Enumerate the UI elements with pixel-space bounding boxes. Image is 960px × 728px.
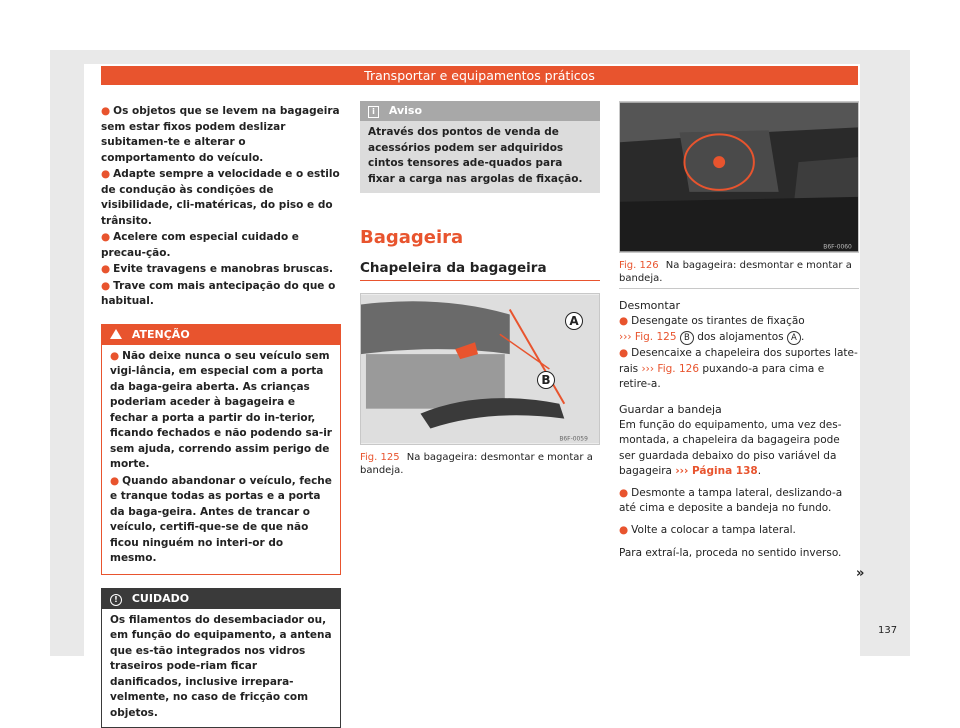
guardar-text: Em função do equipamento, uma vez des-montada, a chapeleira da bagageira pode ser guardada debaixo do piso variável da bagageira [619,419,842,478]
list-item [110,474,332,567]
list-item-text: Os objetos que se levem na bagageira sem estar fixos podem deslizar subitamen-te e alterar o comportamento do veículo. [101,105,340,164]
page-link[interactable]: ››› Página 138 [675,465,757,477]
list-item-text: Adapte sempre a velocidade e o estilo de condução às condições de visibilidade, cli-matéricas, do piso e do trânsito. [101,168,340,227]
caption-rule [619,288,859,289]
column-right [619,101,859,563]
warning-title: ATENÇÃO [132,328,190,341]
subsection-title: Chapeleira da bagageira [360,259,600,277]
label-b: B [537,371,555,389]
list-item [110,349,332,473]
list-item [101,104,341,166]
figure-code: B6F-0060 [823,243,852,250]
warning-header [102,325,340,345]
list-item-text: Acelere com especial cuidado e precau-ção. [101,231,299,259]
step-text: Desmonte a tampa lateral, deslizando-a até cima e deposite a bandeja no fundo. [619,487,842,515]
warning-box [101,324,341,575]
step-text: Desencaixe a chapeleira dos suportes late-rais [619,347,858,375]
column-left [101,104,341,728]
figure-126 [619,101,859,253]
notice-header [360,101,600,121]
figure-125 [360,293,600,445]
column-middle [360,101,600,477]
notice-body: Através dos pontos de venda de acessórios podem ser adquiridos cintos tensores ade-quados para fixar a carga nas argolas de fixação. [360,121,600,193]
desmontar-step-1: ● Desengate os tirantes de fixação ››› Fig. 125 B dos alojamentos A . [619,314,859,345]
bullet-dot: ● [619,315,628,327]
caution-box [101,588,341,728]
figure-126-caption [619,259,859,285]
bullet-dot: ● [619,524,628,536]
list-item-text: Quando abandonar o veículo, feche e tranque todas as portas e a porta da baga-geira. Antes de trancar o veículo, certifi-que-se de que não ficou ninguém no interi-or do mesmo. [110,475,332,565]
notice-title: Aviso [389,104,422,117]
warning-triangle-icon [110,329,122,339]
list-item [101,230,341,261]
desmontar-heading: Desmontar [619,297,859,314]
page-header: Transportar e equipamentos práticos [101,66,858,85]
list-item-text: Trave com mais antecipação do que o habitual. [101,280,335,308]
section-title: Bagageira [360,227,600,249]
caution-body: Os filamentos do desembaciador ou, em função do equipamento, a antena que es-tão integrados nos vidros traseiros pode-riam ficar danificados, inclusive irrepara-velmente, no caso de fricção com objetos. [102,609,340,728]
bullet-dot: ● [101,231,110,243]
figure-number: Fig. 125 [360,452,400,463]
list-item [101,167,341,229]
notice-box [360,101,600,193]
subsection-rule [360,280,600,281]
list-item-text: Não deixe nunca o seu veículo sem vigi-lância, em especial com a porta da baga-geira aberta. As crianças poderiam aceder à bagageira e fechar a porta a partir do in-terior, ficando fechados e não podendo sa-ir sem ajuda, correndo assim perigo de morte. [110,350,332,471]
bullet-dot: ● [101,168,110,180]
continue-marker: » [856,566,864,581]
guardar-step-1 [619,486,859,517]
caution-title: CUIDADO [132,592,189,605]
figure-caption-text: Na bagageira: desmontar e montar a bandeja. [619,260,852,284]
step-text: dos alojamentos [697,331,783,343]
bullet-dot: ● [619,347,628,359]
label-a-tag: A [787,331,801,345]
guardar-heading: Guardar a bandeja [619,401,859,418]
trunk-interior-image [620,102,858,252]
bullet-dot: ● [101,263,110,275]
info-icon: i [368,106,379,118]
list-item-text: Evite travagens e manobras bruscas. [113,263,333,275]
guardar-paragraph: Em função do equipamento, uma vez des-montada, a chapeleira da bagageira pode ser guardada debaixo do piso variável da bagageira ››› Página 138. [619,418,859,480]
figure-link[interactable]: ››› Fig. 126 [641,363,699,375]
page-number: 137 [878,625,897,636]
step-text: Volte a colocar a tampa lateral. [631,524,796,536]
figure-125-caption [360,451,600,477]
list-item [101,262,341,278]
guardar-step-2 [619,523,859,539]
bullet-dot: ● [619,487,628,499]
bullet-dot: ● [101,280,110,292]
step-text: Desengate os tirantes de fixação [631,315,805,327]
label-a: A [565,312,583,330]
bullet-list [101,104,341,310]
figure-code: B6F-0059 [559,435,588,442]
step-text: puxando-a para cima e retire-a. [619,363,824,391]
bullet-dot: ● [110,350,119,362]
caution-header [102,589,340,609]
figure-number: Fig. 126 [619,260,659,271]
bullet-dot: ● [110,475,119,487]
figure-caption-text: Na bagageira: desmontar e montar a bandeja. [360,452,593,476]
trunk-parcel-shelf-image [361,294,599,444]
label-b-tag: B [680,331,694,345]
caution-circle-icon: ! [110,594,122,606]
warning-body [102,345,340,574]
closing-text: Para extraí-la, proceda no sentido inverso. [619,546,859,562]
list-item [101,279,341,310]
desmontar-step-2 [619,346,859,393]
figure-link[interactable]: ››› Fig. 125 [619,331,677,343]
bullet-dot: ● [101,105,110,117]
